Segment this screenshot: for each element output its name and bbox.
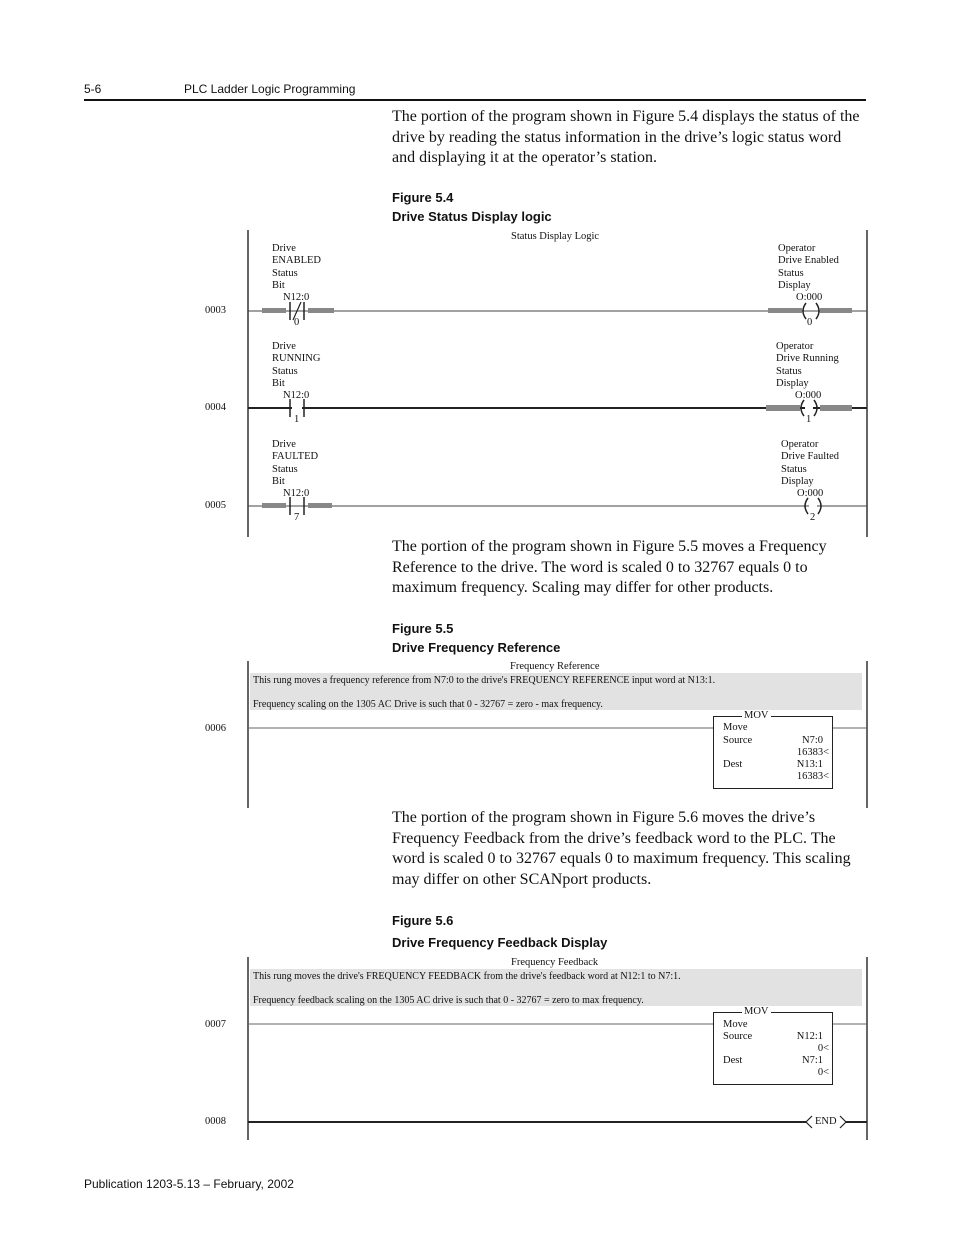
desc-line: Drive Faulted [781,451,840,463]
rung-title: Frequency Feedback [511,957,599,968]
figure-title: Drive Frequency Reference [392,640,561,655]
desc-line: Status [781,463,807,475]
dest-address: N7:1 [802,1055,823,1066]
end-left-bracket [806,1116,812,1128]
source-address: N7:0 [802,735,823,746]
desc-line: Operator [778,243,816,254]
input-address: N12:0 [283,488,310,499]
page-number: 5-6 [84,82,102,96]
desc-line: Drive [272,243,296,254]
rung-title: Frequency Reference [510,661,600,672]
desc-line: Display [776,377,809,389]
rung-number: 0008 [205,1116,226,1127]
output-bit: 1 [806,414,812,425]
output-address: O:000 [796,292,823,303]
rung-number: 0005 [205,500,226,511]
desc-line: Operator [781,439,819,450]
output-bit: 2 [810,512,816,523]
desc-line: Status [778,267,804,279]
input-bit: 7 [294,512,300,523]
end-instruction-label: END [815,1116,837,1127]
desc-line: FAULTED [272,451,319,463]
desc-line: Bit [272,475,285,487]
instruction-name: MOV [744,710,769,721]
output-address: O:000 [795,390,822,401]
end-rung [248,1116,867,1128]
rung-number: 0003 [205,305,226,316]
paragraph-1: The portion of the program shown in Figure 5.4 displays the status of the drive by reading the status information in the drive’s logic status word and displaying it at the operator’s station. [392,108,860,166]
source-address: N12:1 [796,1031,823,1042]
rung-comment-line-1: This rung moves the drive's FREQUENCY FEEDBACK from the drive's feedback word at N12:1 to N7:1. [253,971,681,982]
source-label: Source [723,1031,753,1042]
rung-comment-line-2: Frequency feedback scaling on the 1305 AC drive is such that 0 - 32767 = zero to max frequency. [253,995,644,1006]
output-address: O:000 [797,488,824,499]
desc-line: Status [272,267,298,279]
source-value: 0< [817,1043,829,1054]
rung-comment-line-1: This rung moves a frequency reference from N7:0 to the drive's FREQUENCY REFERENCE input word at N13:1. [253,675,716,686]
dest-value: 0< [817,1067,829,1078]
end-right-bracket [840,1116,846,1128]
paragraph-3: The portion of the program shown in Figure 5.6 moves the drive’s Frequency Feedback from the drive’s feedback word to the PLC. The word is scaled 0 to 32767 equals 0 to maximum frequency. This scaling may differ on other SCANport products. [392,809,851,888]
instruction-name: MOV [744,1006,769,1017]
desc-line: Status [272,463,298,475]
desc-line: Drive Running [776,353,839,365]
source-value: 16383< [796,747,829,758]
rung-number: 0007 [205,1019,226,1030]
input-address: N12:0 [283,292,310,303]
dest-label: Dest [723,1055,743,1066]
desc-line: Operator [776,341,814,352]
desc-line: Drive [272,439,296,450]
dest-row [723,1055,823,1067]
rung-comment-line-2: Frequency scaling on the 1305 AC Drive is such that 0 - 32767 = zero - max frequency. [253,699,603,710]
source-label: Source [723,735,753,746]
figure-number: Figure 5.6 [392,913,454,928]
source-row [723,1031,823,1043]
rung-title: Status Display Logic [511,231,600,242]
rung-number: 0006 [205,723,226,734]
rung-number: 0004 [205,402,226,413]
desc-line: RUNNING [272,353,321,365]
dest-address: N13:1 [796,759,823,770]
desc-line: Status [272,365,298,377]
figure-number: Figure 5.4 [392,190,454,205]
input-bit: 1 [294,414,300,425]
input-address: N12:0 [283,390,310,401]
figure-title: Drive Frequency Feedback Display [392,935,608,950]
desc-line: Status [776,365,802,377]
instruction-description: Move [723,722,748,733]
publication-footer: Publication 1203-5.13 – February, 2002 [84,1177,294,1191]
instruction-description: Move [723,1019,748,1030]
desc-line: ENABLED [272,255,321,267]
desc-line: Bit [272,377,285,389]
paragraph-2: The portion of the program shown in Figure 5.5 moves a Frequency Reference to the drive. The word is scaled 0 to 32767 equals 0 to maximum frequency. Scaling may differ for other products. [392,538,827,596]
desc-line: Display [778,279,811,291]
figure-number: Figure 5.5 [392,621,454,636]
input-bit: 0 [294,317,300,328]
chapter-title: PLC Ladder Logic Programming [184,82,356,96]
dest-value: 16383< [796,771,829,782]
desc-line: Display [781,475,814,487]
desc-line: Drive [272,341,296,352]
dest-label: Dest [723,759,743,770]
desc-line: Drive Enabled [778,255,839,267]
desc-line: Bit [272,279,285,291]
figure-title: Drive Status Display logic [392,209,552,224]
output-bit: 0 [807,317,813,328]
